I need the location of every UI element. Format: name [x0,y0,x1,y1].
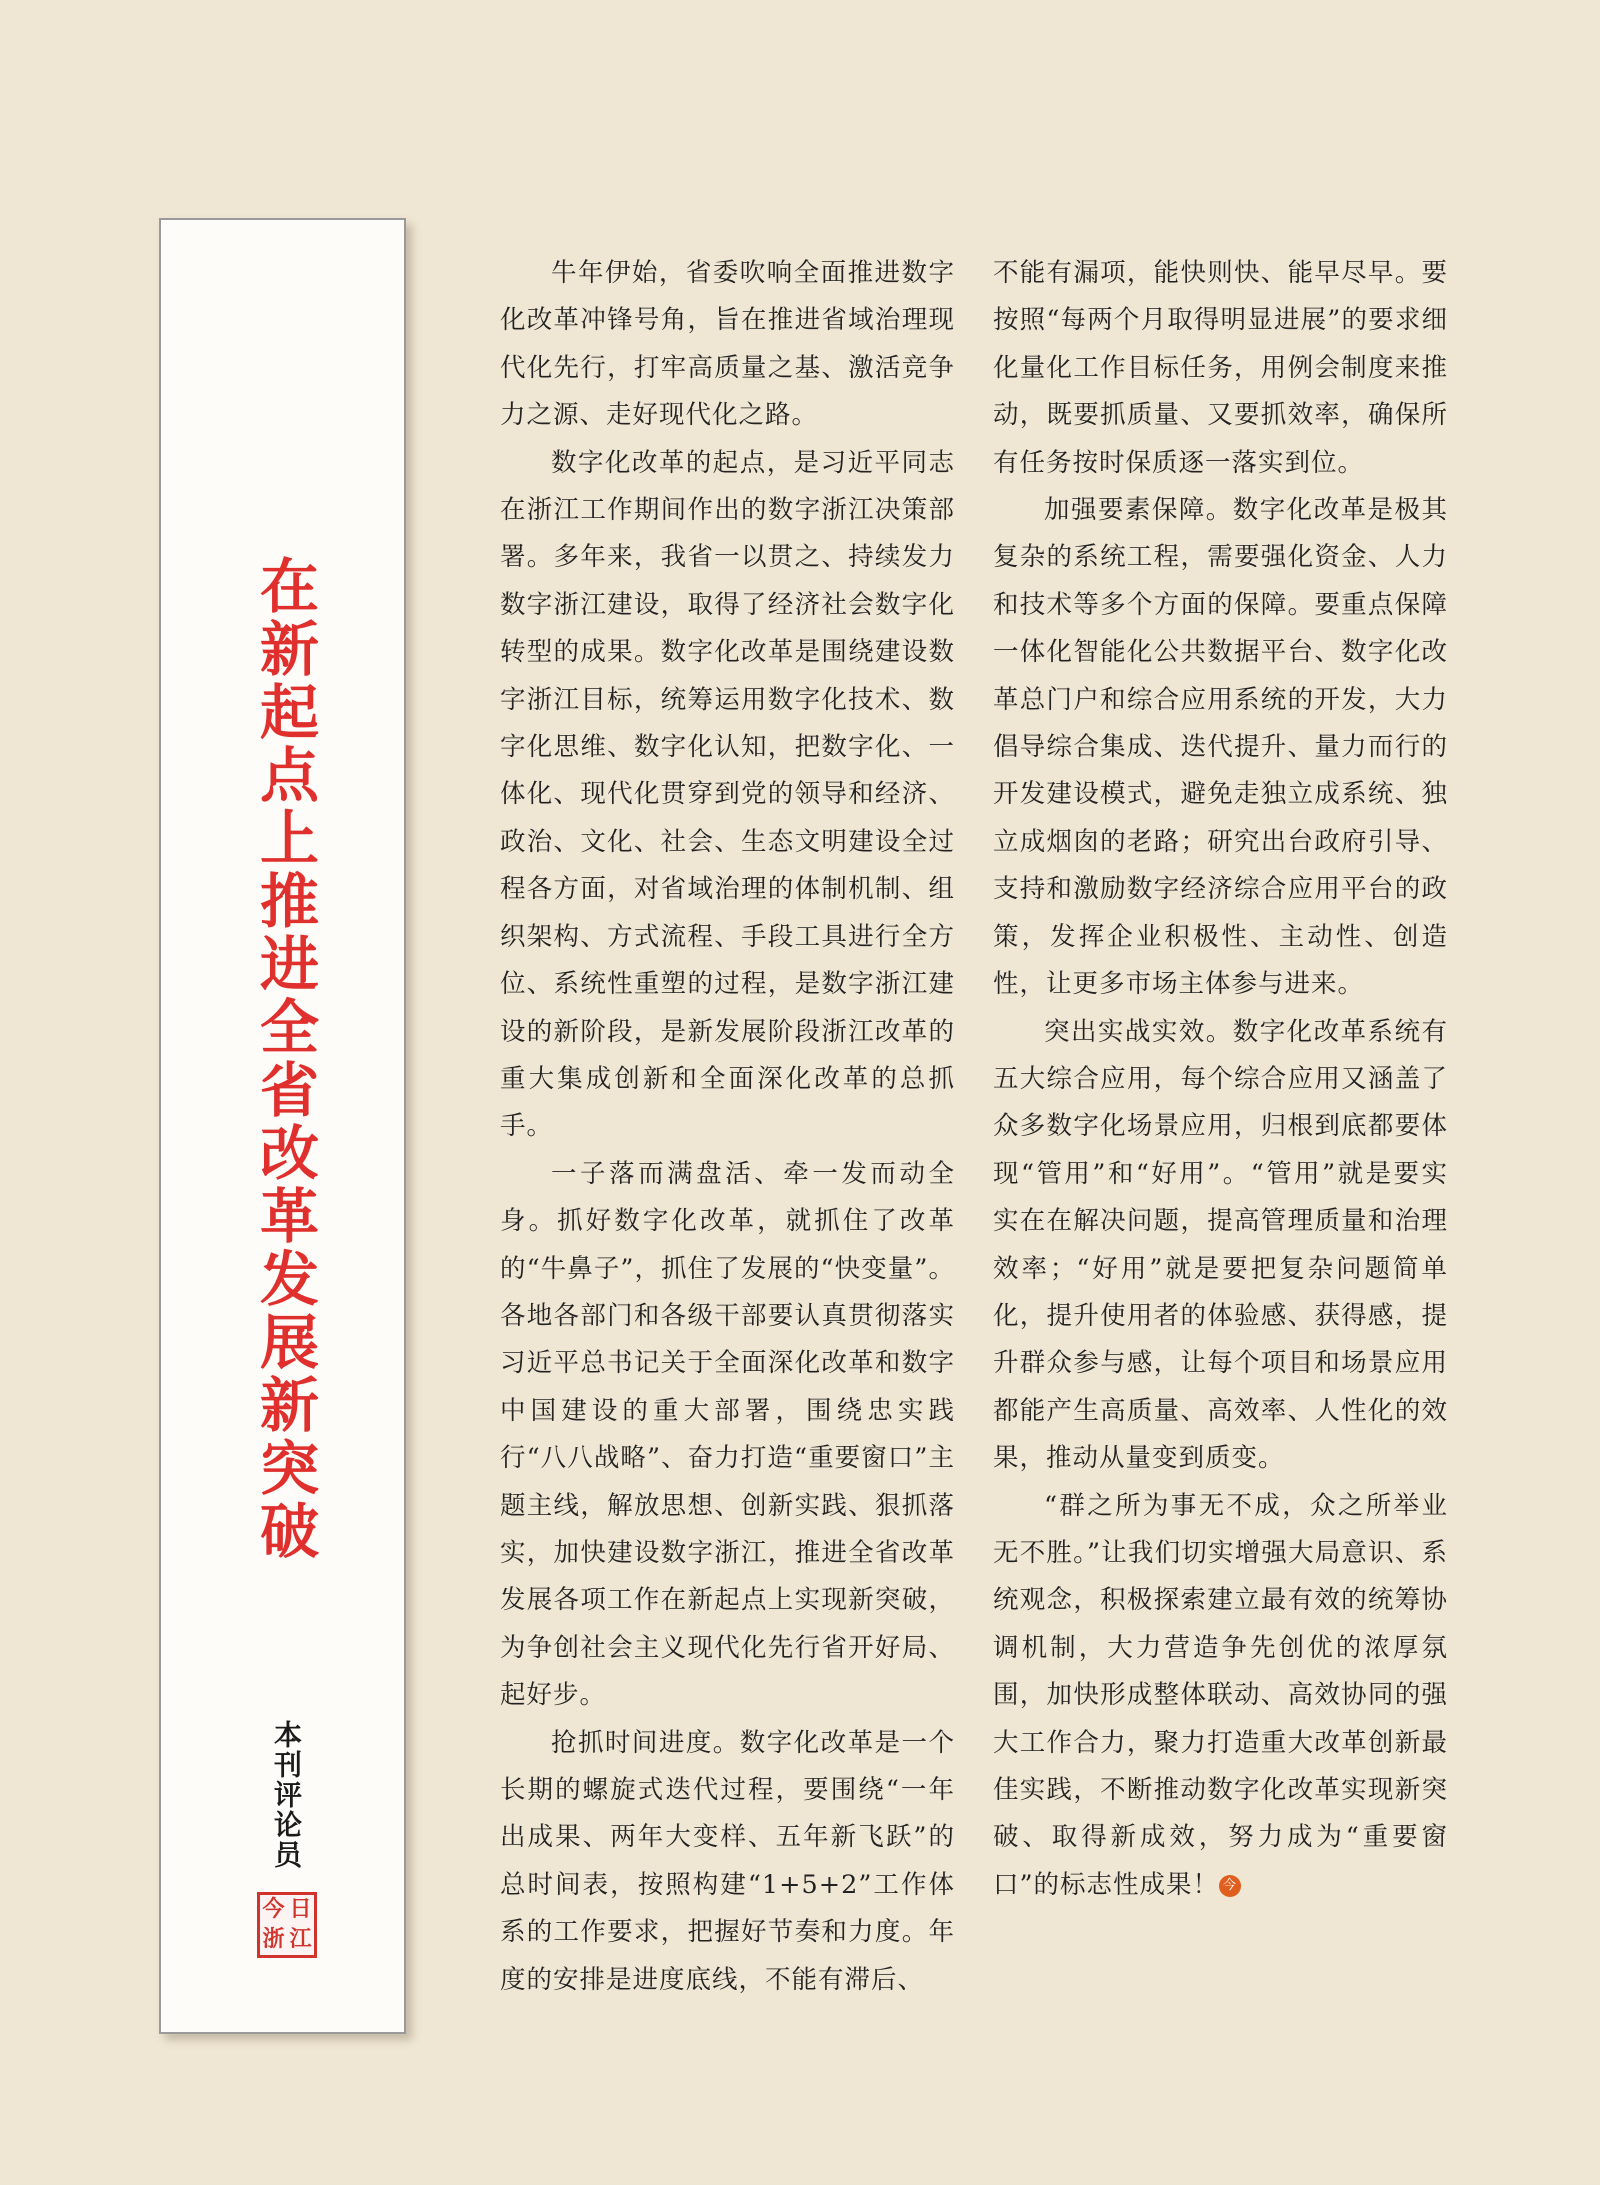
body-paragraph-continued: 不能有漏项，能快则快、能早尽早。要按照“每两个月取得明显进展”的要求细化量化工作目标任务，用例会制度来推动，既要抓质量、又要抓效率，确保所有任务按时保质逐一落实到位。 [993,258,1448,478]
seal-stamp [257,1892,317,1958]
body-paragraph: 加强要素保障。数字化改革是极其复杂的系统工程，需要强化资金、人力和技术等多个方面的保障。要重点保障一体化智能化公共数据平台、数字化改革总门户和综合应用系统的开发，大力倡导综合集成、迭代提升、量力而行的开发建设模式，避免走独立成系统、独立成烟囱的老路；研究出台政府引导、支持和激励数字经济综合应用平台的政策，发挥企业积极性、主动性、创造性，让更多市场主体参与进来。 [993,495,1448,1000]
article-title: 在新起点上推进全省改革发展新突破 [250,555,319,1563]
end-mark-icon: 今 [1219,1875,1241,1897]
body-column-right [993,250,1448,1909]
body-paragraph: 牛年伊始，省委吹响全面推进数字化改革冲锋号角，旨在推进省域治理现代化先行，打牢高质量之基、激活竞争力之源、走好现代化之路。 [500,258,955,431]
body-paragraph: 突出实战实效。数字化改革系统有五大综合应用，每个综合应用又涵盖了众多数字化场景应用，归根到底都要体现“管用”和“好用”。“管用”就是要实实在在解决问题，提高管理质量和治理效率；“好用”就是要把复杂问题简单化，提升使用者的体验感、获得感，提升群众参与感，让每个项目和场景应用都能产生高质量、高效率、人性化的效果，推动从量变到质变。 [993,1016,1448,1474]
title-banner [159,218,406,2034]
article-author: 本刊评论员 [270,1720,303,1870]
body-paragraph: 数字化改革的起点，是习近平同志在浙江工作期间作出的数字浙江决策部署。多年来，我省一以贯之、持续发力数字浙江建设，取得了经济社会数字化转型的成果。数字化改革是围绕建设数字浙江目标，统筹运用数字化技术、数字化思维、数字化认知，把数字化、一体化、现代化贯穿到党的领导和经济、政治、文化、社会、生态文明建设全过程各方面，对省域治理的体制机制、组织架构、方式流程、手段工具进行全方位、系统性重塑的过程，是数字浙江建设的新阶段，是新发展阶段浙江改革的重大集成创新和全面深化改革的总抓手。 [500,447,955,1142]
seal-char: 今 [262,1896,285,1922]
body-paragraph: 抢抓时间进度。数字化改革是一个长期的螺旋式迭代过程，要围绕“一年出成果、两年大变样、五年新飞跃”的总时间表，按照构建“1+5+2”工作体系的工作要求，把握好节奏和力度。年度的安排是进度底线，不能有滞后、 [500,1727,955,1995]
body-column-left [500,250,955,2004]
body-paragraph: 一子落而满盘活、牵一发而动全身。抓好数字化改革，就抓住了改革的“牛鼻子”，抓住了发展的“快变量”。各地各部门和各级干部要认真贯彻落实习近平总书记关于全面深化改革和数字中国建设的重大部署，围绕忠实践行“八八战略”、奋力打造“重要窗口”主题主线，解放思想、创新实践、狠抓落实，加快建设数字浙江，推进全省改革发展各项工作在新起点上实现新突破，为争创社会主义现代化先行省开好局、起好步。 [500,1158,955,1711]
final-paragraph-text: “群之所为事无不成，众之所举业无不胜。”让我们切实增强大局意识、系统观念，积极探索建立最有效的统筹协调机制，大力营造争先创优的浓厚氛围，加快形成整体联动、高效协同的强大工作合力，聚力打造重大改革创新最佳实践，不断推动数字化改革实现新突破、取得新成效，努力成为“重要窗口”的标志性成果！ [993,1490,1448,1900]
seal-char: 江 [289,1926,312,1952]
seal-char: 浙 [262,1926,285,1952]
body-paragraph-final [993,1483,1448,1910]
seal-char: 日 [289,1896,312,1922]
